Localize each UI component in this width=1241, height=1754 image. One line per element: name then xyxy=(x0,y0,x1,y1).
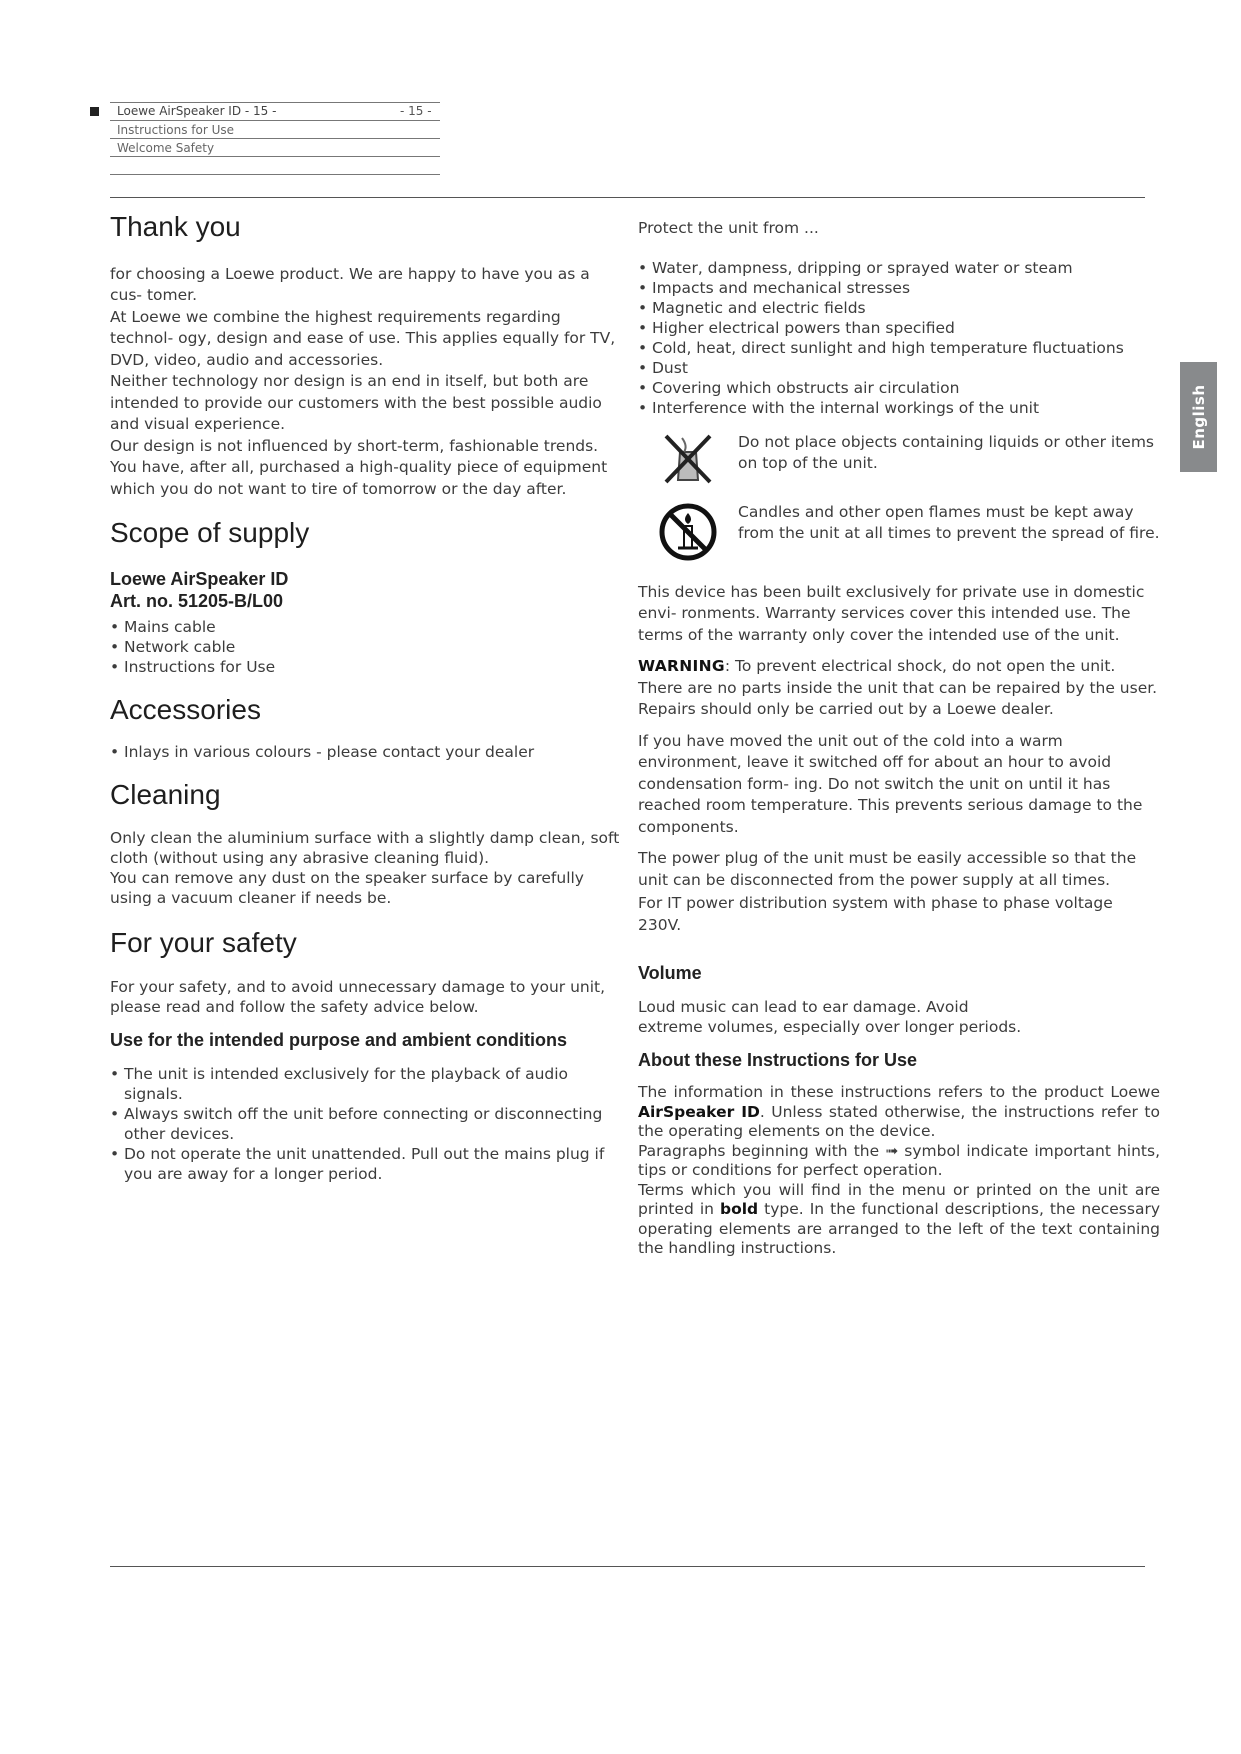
list-item: • The unit is intended exclusively for the playback of audio signals. xyxy=(110,1064,620,1104)
about-text: Paragraphs beginning with the xyxy=(638,1141,886,1160)
it-power-text: For IT power distribution system with phase to phase voltage 230V. xyxy=(638,894,1113,934)
protect-list xyxy=(638,258,1160,418)
no-open-flame-icon xyxy=(638,502,738,562)
safety-list xyxy=(110,1064,620,1184)
list-item: • Always switch off the unit before connecting or disconnecting other devices. xyxy=(110,1104,620,1144)
about-paragraph xyxy=(638,1083,1160,1142)
header-doc-line: Loewe AirSpeaker ID - 15 - xyxy=(117,104,277,118)
scope-list xyxy=(110,617,620,677)
thank-you-paragraph: At Loewe we combine the highest requirements regarding technol- ogy, design and ease of use. This applies equally for TV, DVD, video, audio and accessories. xyxy=(110,307,616,369)
accessories-title: Accessories xyxy=(110,693,261,725)
cleaning-paragraph: You can remove any dust on the speaker surface by carefully using a vacuum cleaner if needs be. xyxy=(110,868,584,907)
language-tab xyxy=(1180,362,1217,472)
scope-title: Scope of supply xyxy=(110,517,310,549)
header-section: Welcome Safety xyxy=(117,141,215,155)
safety-intro: For your safety, and to avoid unnecessary damage to your unit, please read and follow the safety advice below. xyxy=(110,978,606,1017)
safety-subtitle: Use for the intended purpose and ambient conditions xyxy=(110,1030,568,1051)
header-rule-top xyxy=(110,102,440,103)
list-item: • Dust xyxy=(638,358,1160,378)
list-item: • Interference with the internal workings of the unit xyxy=(638,398,1160,418)
scope-product-name: Loewe AirSpeaker ID xyxy=(110,568,289,589)
top-rule xyxy=(110,197,1145,198)
list-item: • Inlays in various colours - please contact your dealer xyxy=(110,742,620,762)
warning-text: : To prevent electrical shock, do not open the unit. There are no parts inside the unit that can be repaired by the user. Repairs should only be carried out by a Loewe dealer. xyxy=(638,657,1158,718)
left-column xyxy=(110,210,620,1184)
list-item: • Cold, heat, direct sunlight and high temperature fluctuations xyxy=(638,338,1160,358)
cold-environment-text: If you have moved the unit out of the cold into a warm environment, leave it switched off for about an hour to avoid condensation form- ing. Do not switch the unit on until it has reached room temperature. This prevents serious damage to the components. xyxy=(638,731,1143,836)
list-item: • Impacts and mechanical stresses xyxy=(638,278,1160,298)
list-item: • Higher electrical powers than specified xyxy=(638,318,1160,338)
accessories-list xyxy=(110,742,620,762)
volume-text: Loud music can lead to ear damage. Avoid extreme volumes, especially over longer periods. xyxy=(638,997,1022,1036)
list-item: • Magnetic and electric fields xyxy=(638,298,1160,318)
bottom-rule xyxy=(110,1566,1145,1567)
list-item: • Network cable xyxy=(110,637,620,657)
cleaning-paragraph: Only clean the aluminium surface with a slightly damp clean, soft cloth (without using any abrasive cleaning fluid). xyxy=(110,828,620,867)
flame-warning-row xyxy=(638,502,1160,562)
list-item: • Water, dampness, dripping or sprayed water or steam xyxy=(638,258,1160,278)
warning-paragraph xyxy=(638,656,1160,721)
flame-warning-text: Candles and other open flames must be kept away from the unit at all times to prevent the spread of fire. xyxy=(738,502,1160,542)
list-item: • Covering which obstructs air circulation xyxy=(638,378,1160,398)
thank-you-paragraph: Neither technology nor design is an end in itself, but both are intended to provide our customers with the best possible audio and visual experience. xyxy=(110,372,602,434)
no-liquids-icon xyxy=(638,432,738,486)
thank-you-paragraph: for choosing a Loewe product. We are happy to have you as a cus- tomer. xyxy=(110,264,590,305)
liquid-warning-text: Do not place objects containing liquids or other items on top of the unit. xyxy=(738,432,1155,472)
header-rule-2 xyxy=(110,120,440,121)
list-item: • Instructions for Use xyxy=(110,657,620,677)
thank-you-title: Thank you xyxy=(110,211,241,242)
about-text: . Unless stated otherwise, the instructions refer to the operating elements on the device. xyxy=(638,1102,1160,1140)
arrow-hint-icon: ➟ xyxy=(885,1141,899,1160)
header-marker xyxy=(90,107,99,116)
about-paragraph xyxy=(638,1181,1160,1259)
header-rule-4 xyxy=(110,156,440,157)
header-rule-3 xyxy=(110,138,440,139)
warning-label: WARNING xyxy=(638,657,725,675)
product-name-bold: AirSpeaker ID xyxy=(638,1102,760,1121)
safety-title: For your safety xyxy=(110,926,297,958)
right-column xyxy=(638,218,1160,1259)
cleaning-title: Cleaning xyxy=(110,779,221,811)
private-use-text: This device has been built exclusively for private use in domestic envi- ronments. Warranty services cover this intended use. The terms of the warranty only cover the intended use of the unit. xyxy=(638,582,1145,644)
about-text: The information in these instructions refers to the product Loewe xyxy=(638,1083,1160,1101)
about-title: About these Instructions for Use xyxy=(638,1049,918,1070)
scope-article-number: Art. no. 51205-B/L00 xyxy=(110,591,284,612)
list-item: • Do not operate the unit unattended. Pull out the mains plug if you are away for a longer period. xyxy=(110,1144,620,1184)
protect-intro: Protect the unit from ... xyxy=(638,219,819,237)
language-tab-label: English xyxy=(1189,384,1208,450)
about-text: type. In the functional descriptions, the necessary operating elements are arranged to the left of the text containing the handling instructions. xyxy=(638,1200,1160,1257)
liquid-warning-row xyxy=(638,432,1160,486)
power-plug-text: The power plug of the unit must be easily accessible so that the unit can be disconnected from the power supply at all times. xyxy=(638,849,1137,889)
header-page-label: - 15 - xyxy=(400,104,432,118)
list-item: • Mains cable xyxy=(110,617,620,637)
header-subtitle: Instructions for Use xyxy=(117,123,235,137)
bold-word: bold xyxy=(719,1200,759,1218)
about-text: Terms which you will find in the menu or printed on the unit are printed in xyxy=(638,1180,1160,1218)
about-text: symbol indicate important hints, tips or conditions for perfect operation. xyxy=(638,1141,1160,1179)
volume-title: Volume xyxy=(638,963,702,983)
thank-you-paragraph: Our design is not influenced by short-term, fashionable trends. You have, after all, purchased a high-quality piece of equipment which you do not want to tire of tomorrow or the day after. xyxy=(110,436,608,498)
about-paragraph xyxy=(638,1142,1160,1181)
header-rule-5 xyxy=(110,174,440,175)
